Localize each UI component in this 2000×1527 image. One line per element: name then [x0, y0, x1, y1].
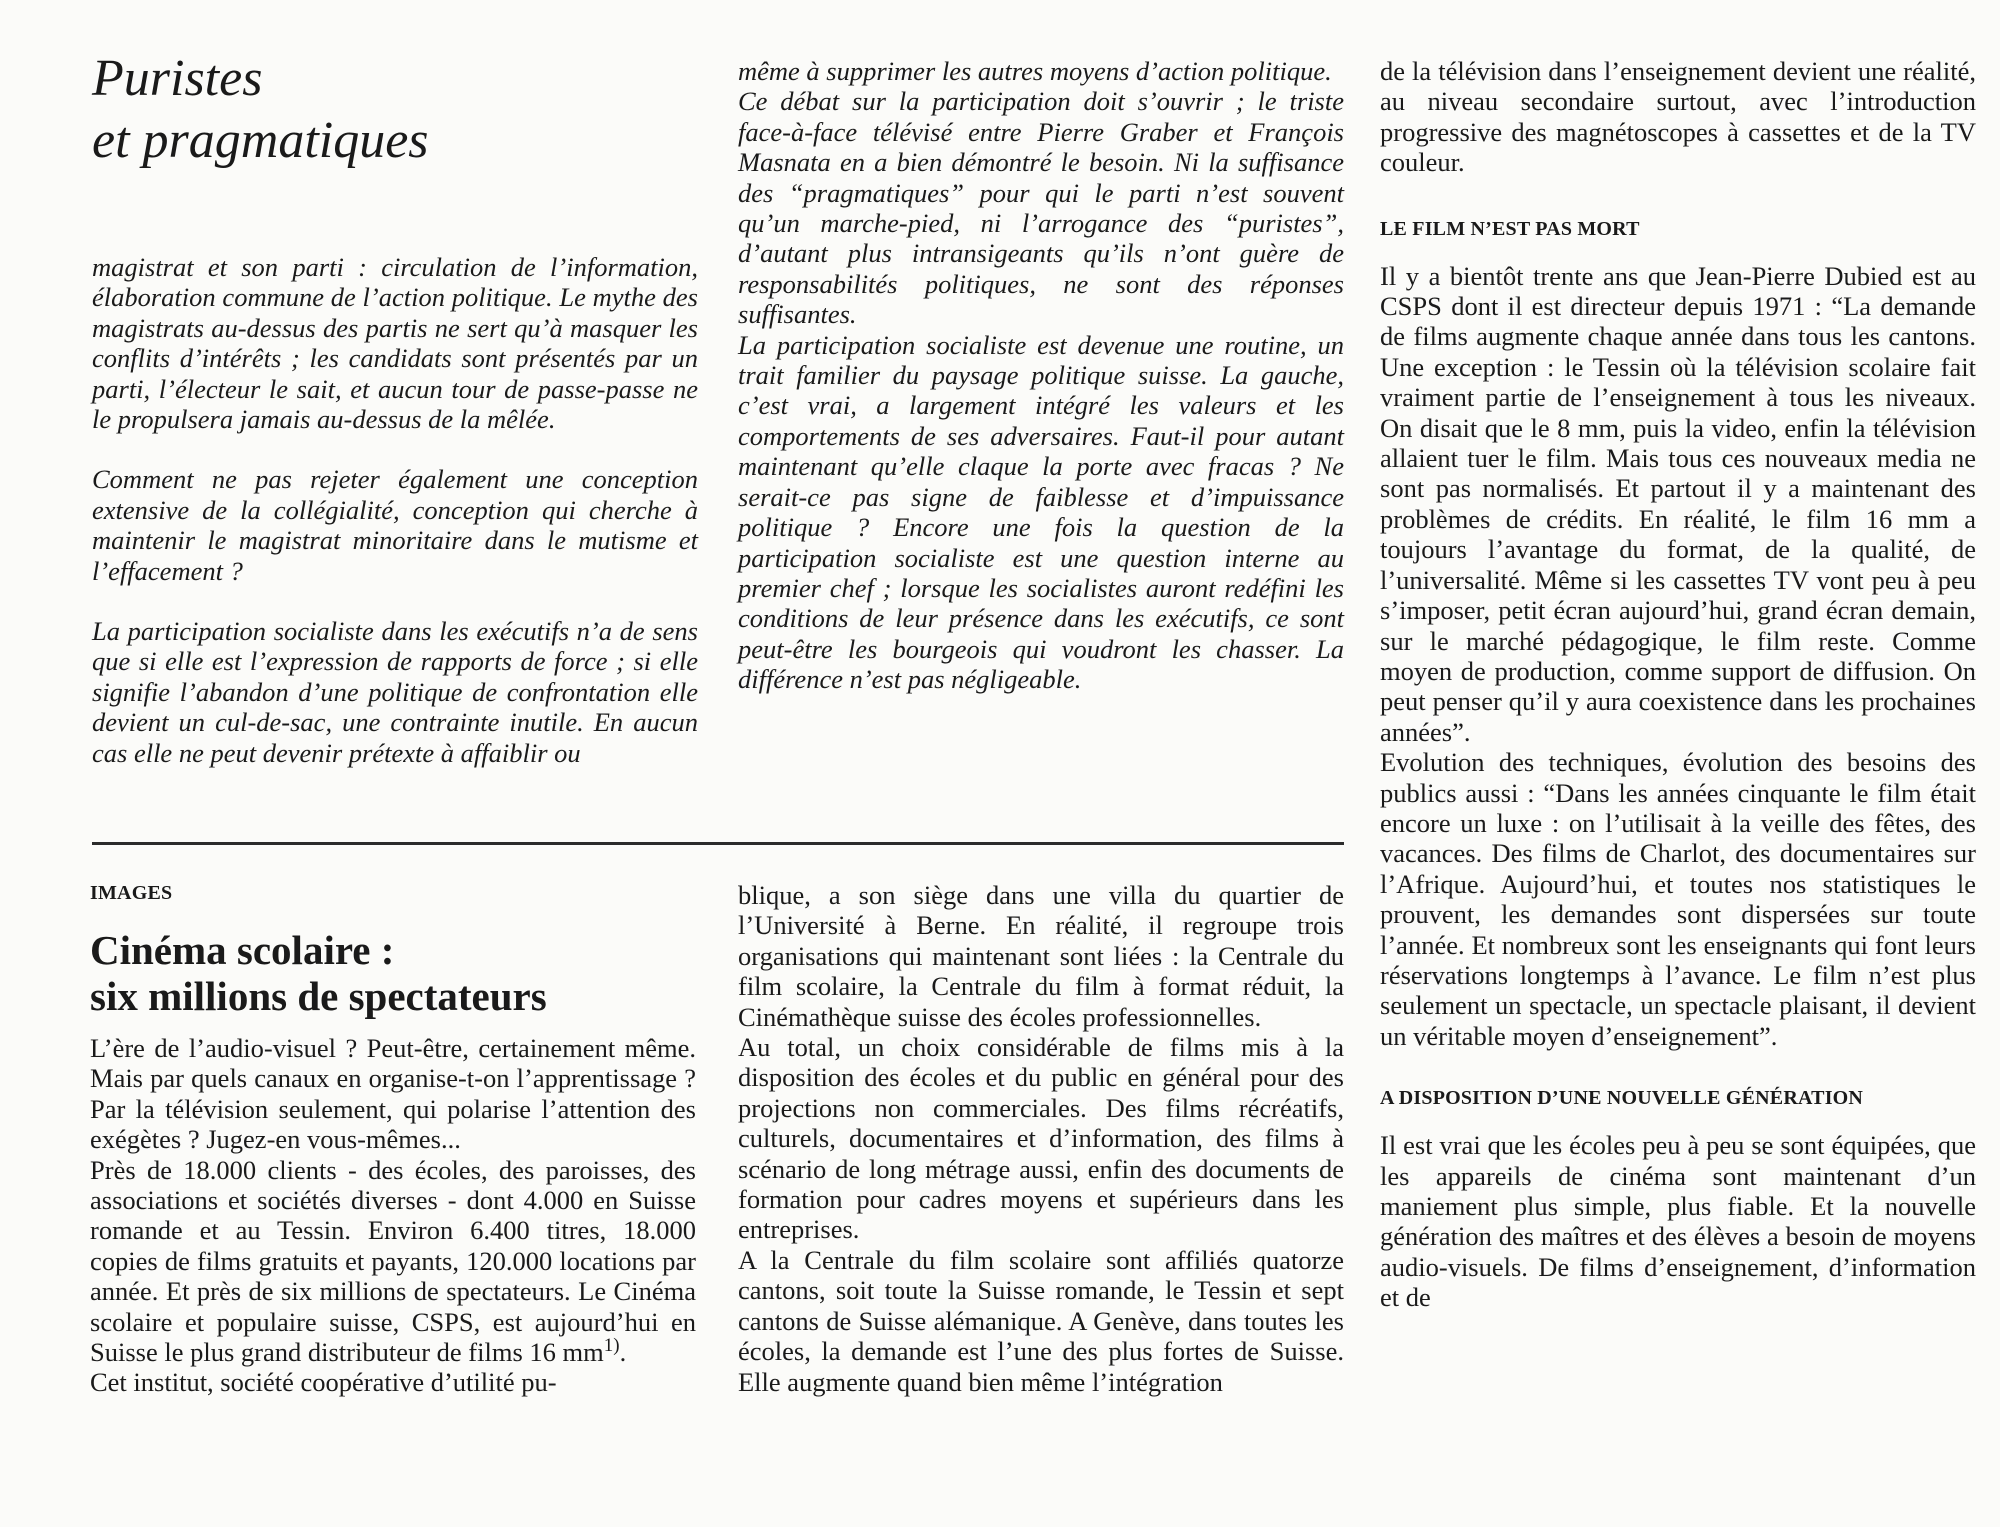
article-paragraph: A la Centrale du film scolaire sont affiliés quatorze cantons, soit toute la Suisse romande, le Tessin et sept cantons de Suisse alémanique. A Genève, dans toutes les écoles, la demande est l’une des plus fortes de Suisse. Elle augmente quand bien même l’intégration: [738, 1244, 1344, 1397]
article-paragraph: Evolution des techniques, évolution des besoins des publics aussi : “Dans les années cinquante le film était encore un luxe : on l’utilisait à la veille des fêtes, des vacances. Des films de Charlot, des documentaires sur l’Afrique. Aujourd’hui, et toutes nos statistiques le prouvent, les demandes sont dispersées sur toute l’année. Et nombreux sont les enseignants qui font leurs réservations longtemps à l’avance. Le film n’est plus seulement un spectacle, un spectacle plaisant, il devient un véritable moyen d’enseignement”.: [1380, 747, 1976, 1051]
subheading: A DISPOSITION D’UNE NOUVELLE GÉNÉRATION: [1380, 1087, 1864, 1110]
article-headline: [90, 927, 696, 1019]
article-paragraph: Il est vrai que les écoles peu à peu se sont équipées, que les appareils de cinéma sont maintenant d’un maniement plus simple, plus fiable. Et la nouvelle génération des maîtres et des élèves a besoin de moyens audio-visuels. De films d’enseignement, d’information et de: [1380, 1130, 1976, 1313]
subheading: LE FILM N’EST PAS MORT: [1380, 217, 1640, 240]
puristes-paragraph: Comment ne pas rejeter également une conception extensive de la collégialité, conception qui cherche à maintenir le magistrat minoritaire dans le mutisme et l’effacement ?: [92, 464, 698, 586]
article-paragraph: Cet institut, société coopérative d’utilité pu-: [90, 1367, 557, 1398]
article-paragraph: Au total, un choix considérable de films mis à la disposition des écoles et du public en général pour des projections non commerciales. Des films récréatifs, culturels, documentaires et d’information, des films à scénario de long métrage aussi, enfin des documents de formation pour cadres moyens et supérieurs dans les entreprises.: [738, 1032, 1344, 1245]
article-paragraph: [90, 1155, 696, 1368]
puristes-paragraph: même à supprimer les autres moyens d’action politique.: [738, 56, 1332, 86]
puristes-title-line2: et pragmatiques: [92, 112, 429, 169]
article-paragraph: blique, a son siège dans une villa du quartier de l’Université à Berne. En réalité, il regroupe trois organisations qui maintenant sont liées : la Centrale du film scolaire, la Centrale du film à format réduit, la Cinémathèque suisse des écoles professionnelles.: [738, 880, 1344, 1032]
article-paragraph-text: Près de 18.000 clients - des écoles, des paroisses, des associations et sociétés diverses - dont 4.000 en Suisse romande et au Tessin. Environ 6.400 titres, 18.000 copies de films gratuits et payants, 120.000 locations par année. Et près de six millions de spectateurs. Le Cinéma scolaire et populaire suisse, CSPS, est aujourd’hui en Suisse le plus grand distributeur de films 16 mm: [90, 1154, 696, 1368]
puristes-paragraph: La participation socialiste dans les exécutifs n’a de sens que si elle est l’expression de rapports de force ; si elle signifie l’abandon d’une politique de confrontation elle devient un cul-de-sac, une contrainte inutile. En aucun cas elle ne peut devenir prétexte à affaiblir ou: [92, 616, 698, 768]
puristes-title-line1: Puristes: [92, 50, 263, 107]
headline-line2: six millions de spectateurs: [90, 973, 547, 1019]
puristes-paragraph: Ce débat sur la participation doit s’ouvrir ; le triste face-à-face télévisé entre Pierre Graber et François Masnata en a bien démontré le besoin. Ni la suffisance des “pragmatiques” pour qui le parti n’est souvent qu’un marche-pied, ni l’arrogance des “puristes”, d’autant plus intransigeants qu’ils n’ont guère de responsabilités politiques, ne sont des réponses suffisantes.: [738, 86, 1344, 330]
section-divider: [92, 842, 1344, 845]
footnote-marker: 1): [603, 1335, 620, 1357]
images-article-col1: [90, 882, 696, 1398]
section-kicker: IMAGES: [90, 882, 173, 904]
images-article-col2: [738, 880, 1344, 1397]
puristes-paragraph: La participation socialiste est devenue une routine, un trait familier du paysage politique suisse. La gauche, c’est vrai, a largement intégré les valeurs et les comportements de ses adversaires. Faut-il pour autant maintenant qu’elle claque la porte avec fracas ? Ne serait-ce pas signe de faiblesse et d’impuissance politique ? Encore une fois la question de la participation socialiste est une question interne au premier chef ; lorsque les socialistes auront redéfini les conditions de leur présence dans les exécutifs, ce sont peut-être les bourgeois qui voudront les chasser. La différence n’est pas négligeable.: [738, 329, 1344, 695]
headline-line1: Cinéma scolaire :: [90, 927, 395, 973]
puristes-article-col2: [738, 56, 1344, 695]
images-article-col3: [1380, 56, 1976, 1313]
article-paragraph: de la télévision dans l’enseignement devient une réalité, au niveau secondaire surtout, avec l’introduction progressive des magnétoscopes à cassettes et de la TV couleur.: [1380, 56, 1976, 178]
puristes-title: [92, 48, 698, 172]
article-paragraph: Il y a bientôt trente ans que Jean-Pierre Dubied est au CSPS dont il est directeur depuis 1971 : “La demande de films augmente chaque année dans tous les cantons. Une exception : le Tessin où la télévision scolaire fait vraiment partie de l’enseignement à tous les niveaux. On disait que le 8 mm, puis la video, enfin la télévision allaient tuer le film. Mais tous ces nouveaux media ne sont pas normalisés. Et partout il y a maintenant des problèmes de crédits. En réalité, le film 16 mm a toujours l’avantage du format, de la qualité, de l’universalité. Même si les cassettes TV vont peu à peu s’imposer, petit écran aujourd’hui, grand écran demain, sur le marché pédagogique, le film reste. Comme moyen de production, comme support de diffusion. On peut penser qu’il y aura coexistence dans les prochaines années”.: [1380, 260, 1976, 747]
puristes-paragraph: magistrat et son parti : circulation de l’information, élaboration commune de l’action politique. Le mythe des magistrats au-dessus des partis ne sert qu’à masquer les conflits d’intérêts ; les candidats sont présentés par un parti, l’électeur le sait, et aucun tour de passe-passe ne le propulsera jamais au-dessus de la mêlée.: [92, 252, 698, 435]
footnote-tail: .: [619, 1337, 627, 1368]
article-paragraph: L’ère de l’audio-visuel ? Peut-être, certainement même. Mais par quels canaux en organise-t-on l’apprentissage ? Par la télévision seulement, qui polarise l’attention des exégètes ? Jugez-en vous-mêmes...: [90, 1033, 696, 1155]
puristes-article-col1: [92, 48, 698, 768]
